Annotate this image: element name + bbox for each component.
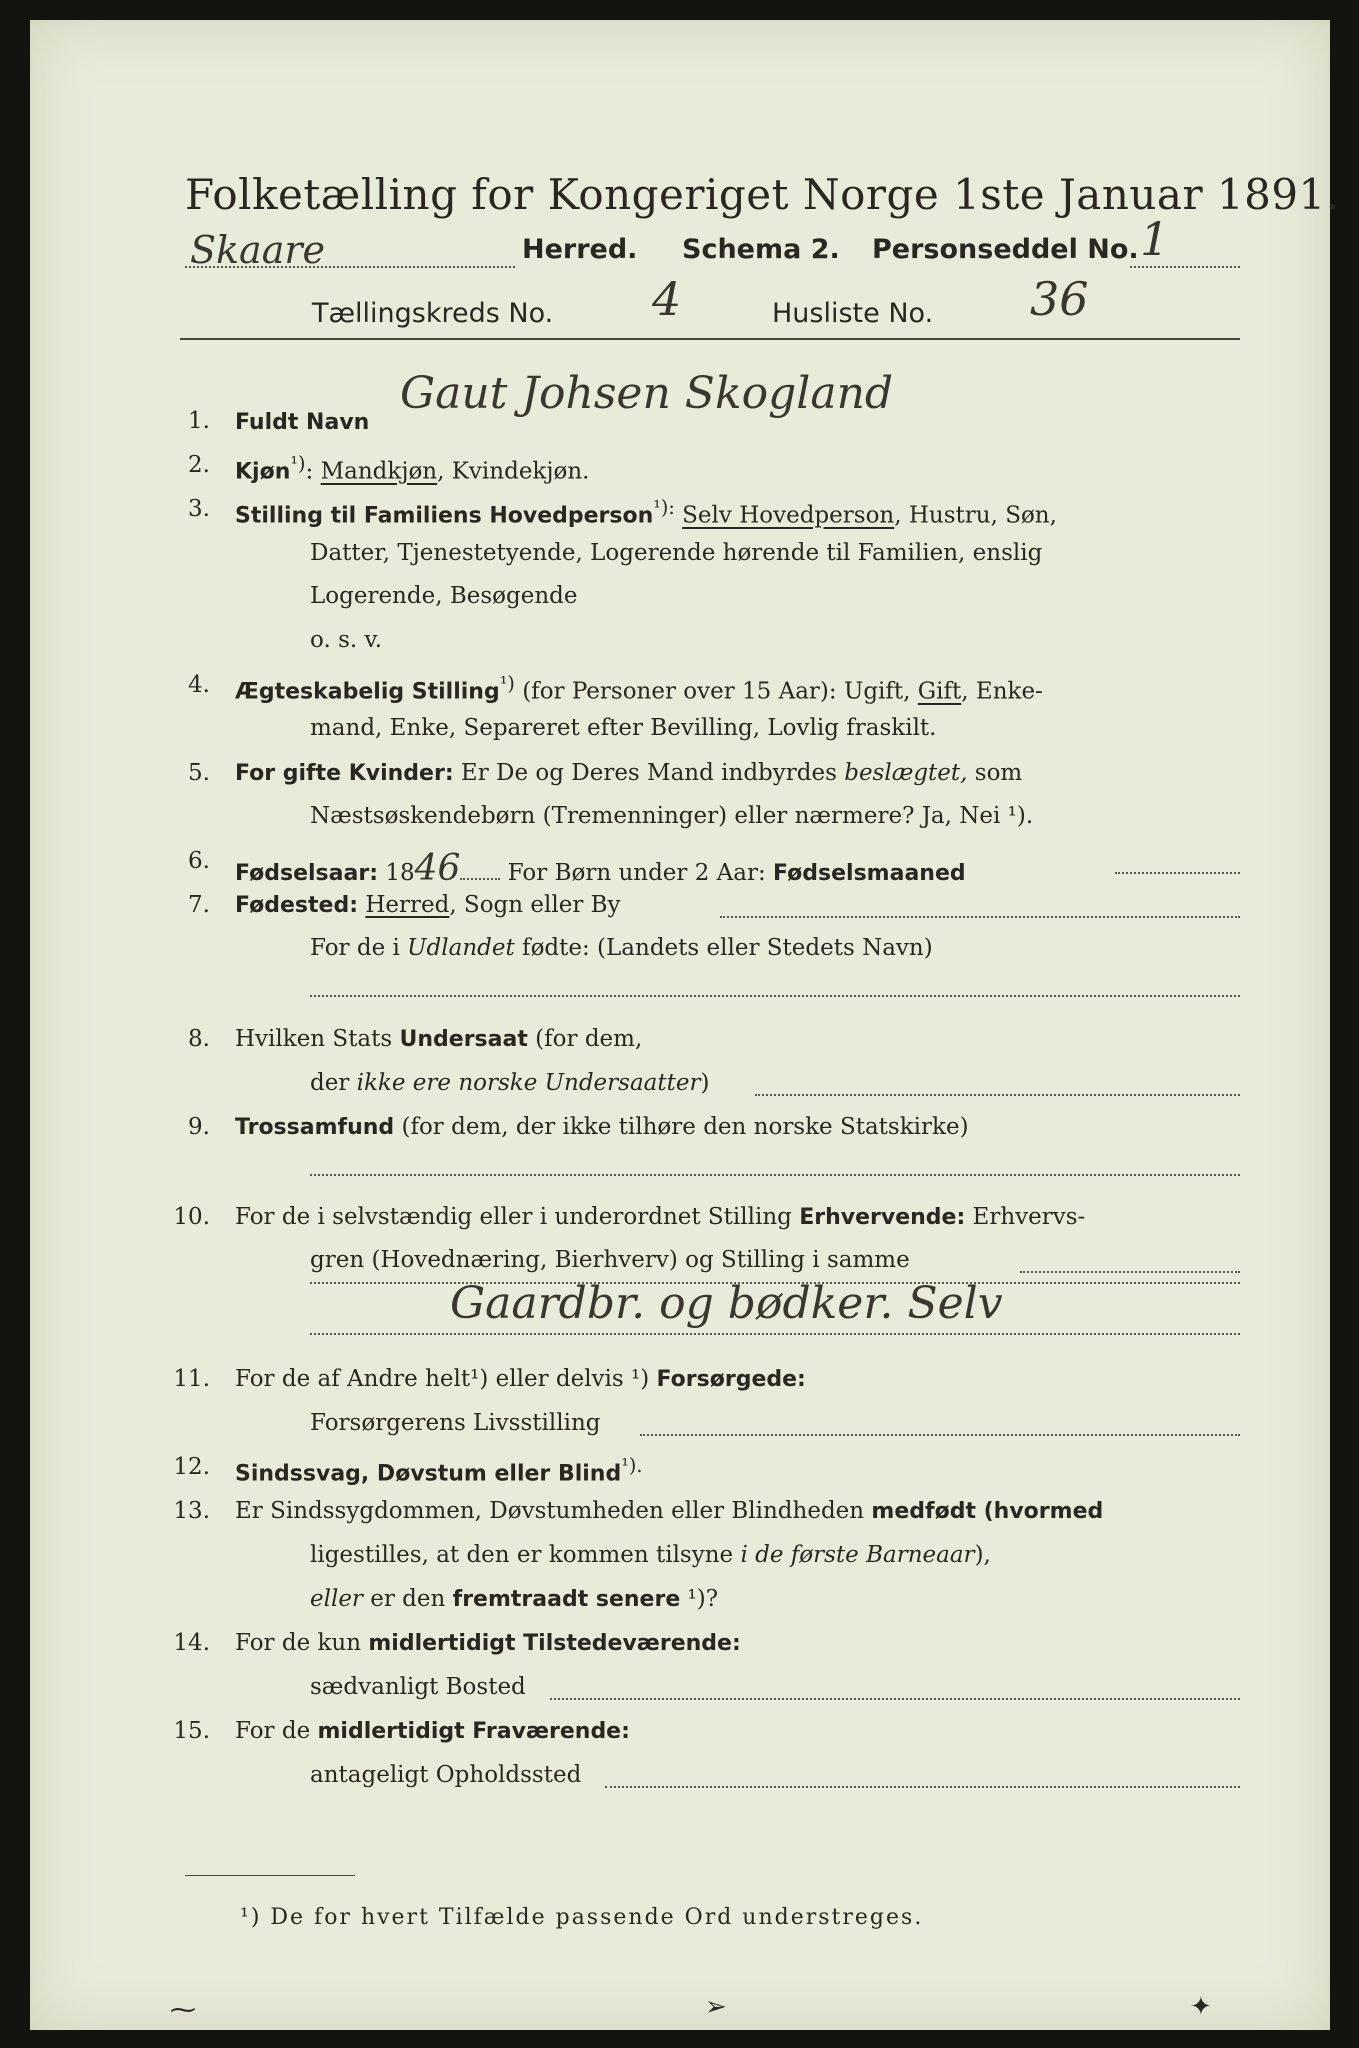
q8-l2em: ikke ere norske Undersaatter — [356, 1070, 701, 1096]
q3-line3: Logerende, Besøgende — [310, 583, 578, 609]
q14-l1a: For de kun — [235, 1630, 369, 1656]
q8-l2a: der — [310, 1070, 357, 1096]
q15-dotline — [605, 1786, 1240, 1788]
q3-line1 — [235, 496, 1057, 529]
q2-colon: : — [305, 458, 314, 485]
q5-line1 — [235, 760, 1022, 786]
q12-label: Sindssvag, Døvstum eller Blind — [235, 1461, 622, 1487]
q4-sup: ¹) — [499, 672, 515, 695]
margin-mark-right-icon: ✦ — [1190, 1992, 1212, 2022]
margin-mark-left-icon: ⁓ — [170, 1995, 196, 2025]
husliste-label: Husliste No. — [772, 298, 934, 329]
census-form-sheet — [30, 20, 1340, 2030]
q2-label: Kjøn — [235, 459, 291, 485]
q9-rest: (for dem, der ikke tilhøre den norske Statskirke) — [394, 1114, 969, 1140]
q10-answer-handwritten: Gaardbr. og bødker. Selv — [450, 1278, 1003, 1329]
herred-handwritten: Skaare — [190, 228, 326, 272]
q2-rest: , Kvindekjøn. — [437, 458, 590, 485]
q4-l1-mid: (for Personer over 15 Aar): Ugift, — [514, 678, 918, 705]
personseddel-handwritten: 1 — [1140, 212, 1170, 266]
q14-line1 — [235, 1630, 741, 1656]
q7-l2em: Udlandet — [407, 935, 515, 961]
q6-line — [235, 848, 966, 889]
q5-line2: Næstsøskendebørn (Tremenninger) eller nærmere? Ja, Nei ¹). — [310, 803, 1034, 829]
footnote-rule — [185, 1875, 355, 1876]
q8-l2b: ) — [700, 1070, 710, 1096]
q8-line2 — [310, 1070, 709, 1096]
q10-dotline3 — [310, 1333, 1240, 1335]
q7-answer-dotline — [310, 995, 1240, 997]
q11-number: 11. — [173, 1366, 210, 1392]
q10-line1 — [235, 1204, 1085, 1230]
q10-l1a: For de i selvstændig eller i underordnet Stilling — [235, 1204, 800, 1230]
q11-dotline — [640, 1434, 1240, 1436]
q7-l2a: For de i — [310, 935, 408, 961]
q8-number: 8. — [188, 1026, 210, 1052]
q6-dotline — [1115, 872, 1240, 874]
q8-dotline — [755, 1094, 1240, 1096]
q7-line2 — [310, 935, 933, 961]
q13-line1 — [235, 1498, 1103, 1524]
q5-label: For gifte Kvinder: — [235, 761, 454, 786]
q10-label: Erhvervende: — [799, 1205, 966, 1230]
q3-l1-rest: , Hustru, Søn, — [894, 502, 1057, 529]
q7-option-selected: Herred — [365, 892, 450, 918]
footnote: ¹) De for hvert Tilfælde passende Ord understreges. — [240, 1905, 924, 1930]
q1-number: 1. — [188, 408, 210, 434]
q6-label2: Fødselsmaaned — [773, 861, 966, 886]
q7-label: Fødested: — [235, 893, 358, 918]
q9-number: 9. — [188, 1114, 210, 1140]
q3-label: Stilling til Familiens Hovedperson — [235, 503, 654, 529]
schema-label: Schema 2. — [682, 234, 840, 265]
q10-number: 10. — [173, 1204, 210, 1230]
q11-line2: Forsørgerens Livsstilling — [310, 1410, 601, 1436]
q4-l1-end: , Enke- — [961, 678, 1043, 705]
q10-line2: gren (Hovednæring, Bierhverv) og Stilling i samme — [310, 1247, 910, 1273]
q7-number: 7. — [188, 892, 210, 918]
q13-line3 — [310, 1586, 718, 1612]
q13-l3c: ¹)? — [680, 1586, 719, 1612]
q3-number: 3. — [188, 496, 210, 522]
header-rule — [180, 338, 1240, 340]
q1-answer-handwritten: Gaut Johsen Skogland — [400, 368, 894, 419]
q6-rest: For Børn under 2 Aar: — [500, 860, 774, 886]
q9-dotline — [310, 1174, 1240, 1176]
q13-l2a: ligestilles, at den er kommen tilsyne — [310, 1542, 741, 1568]
q3-sup: ¹): — [653, 496, 675, 519]
q7-l2b: fødte: (Landets eller Stedets Navn) — [514, 935, 933, 961]
q15-label: midlertidigt Fraværende: — [317, 1719, 630, 1744]
q14-label: midlertidigt Tilstedeværende: — [368, 1631, 741, 1656]
q11-label: Forsørgede: — [656, 1367, 806, 1392]
q15-line2: antageligt Opholdssted — [310, 1762, 582, 1788]
q5-l1-rest: Er De og Deres Mand indbyrdes — [453, 760, 845, 786]
q5-l1-em: beslægtet, — [844, 760, 968, 786]
q5-l1-end: som — [967, 760, 1023, 786]
q4-line2: mand, Enke, Separeret efter Bevilling, Lovlig fraskilt. — [310, 715, 937, 741]
q14-number: 14. — [173, 1630, 210, 1656]
q13-l2em: i de første Barneaar — [740, 1542, 975, 1568]
q13-l2b: ), — [974, 1542, 991, 1568]
q2-line — [235, 452, 589, 485]
q15-number: 15. — [173, 1718, 210, 1744]
q10-dotline1 — [1020, 1271, 1240, 1273]
personseddel-label: Personseddel No. — [872, 234, 1139, 265]
q12-line — [235, 1454, 642, 1487]
q11-line1 — [235, 1366, 806, 1392]
q15-line1 — [235, 1718, 630, 1744]
herred-dotline — [185, 266, 515, 268]
kreds-handwritten: 4 — [652, 272, 682, 326]
q4-number: 4. — [188, 672, 210, 698]
q3-line2: Datter, Tjenestetyende, Logerende hørende til Familien, enslig — [310, 540, 1043, 566]
q8-l1a: Hvilken Stats — [235, 1026, 400, 1052]
q8-line1 — [235, 1026, 642, 1052]
personseddel-dotline — [1130, 266, 1240, 268]
q4-line1 — [235, 672, 1043, 705]
q8-l1b: (for dem, — [527, 1026, 643, 1052]
q7-rest: , Sogn eller By — [449, 892, 621, 918]
q13-number: 13. — [173, 1498, 210, 1524]
q2-sup: ¹) — [290, 452, 306, 475]
q7-line1 — [235, 892, 621, 918]
q8-label: Undersaat — [399, 1027, 528, 1052]
q5-number: 5. — [188, 760, 210, 786]
q14-line2: sædvanligt Bosted — [310, 1674, 526, 1700]
q1-label: Fuldt Navn — [235, 410, 370, 435]
q6-answer-handwritten: 46 — [414, 848, 461, 889]
q14-dotline — [550, 1698, 1240, 1700]
q4-label: Ægteskabelig Stilling — [235, 679, 500, 705]
q9-label: Trossamfund — [235, 1115, 395, 1140]
q6-label: Fødselsaar: — [235, 861, 378, 886]
q3-option-selected: Selv Hovedperson — [682, 502, 895, 529]
q13-l3a: er den — [362, 1586, 453, 1612]
q12-number: 12. — [173, 1454, 210, 1480]
q2-number: 2. — [188, 452, 210, 478]
q11-l1b: ¹) eller delvis ¹) — [470, 1366, 657, 1392]
husliste-handwritten: 36 — [1030, 272, 1089, 326]
q13-l3b: fremtraadt senere — [452, 1587, 681, 1612]
margin-mark-center-icon: ➢ — [705, 1992, 727, 2022]
q6-number: 6. — [188, 848, 210, 874]
q7-dotline — [720, 916, 1240, 918]
q15-l1a: For de — [235, 1718, 318, 1744]
q13-l3em: eller — [310, 1586, 363, 1612]
q13-line2 — [310, 1542, 991, 1568]
q13-l1a: Er Sindssygdommen, Døvstumheden eller Blindheden — [235, 1498, 872, 1524]
q10-l1b: Erhvervs- — [965, 1204, 1086, 1230]
q12-sup: ¹). — [621, 1454, 643, 1477]
form-title: Folketælling for Kongeriget Norge 1ste Januar 1891. — [185, 170, 1340, 219]
q9-line1 — [235, 1114, 969, 1140]
q3-line4: o. s. v. — [310, 627, 383, 653]
q13-l1b: medfødt (hvormed — [871, 1499, 1104, 1524]
q2-option-mandkjon-selected: Mandkjøn — [320, 458, 438, 485]
q4-option-selected: Gift — [917, 678, 962, 705]
kreds-label: Tællingskreds No. — [312, 298, 554, 329]
q6-prefix: 18 — [385, 860, 415, 886]
q11-l1a: For de af Andre helt — [235, 1366, 471, 1392]
herred-label: Herred. — [522, 234, 638, 265]
